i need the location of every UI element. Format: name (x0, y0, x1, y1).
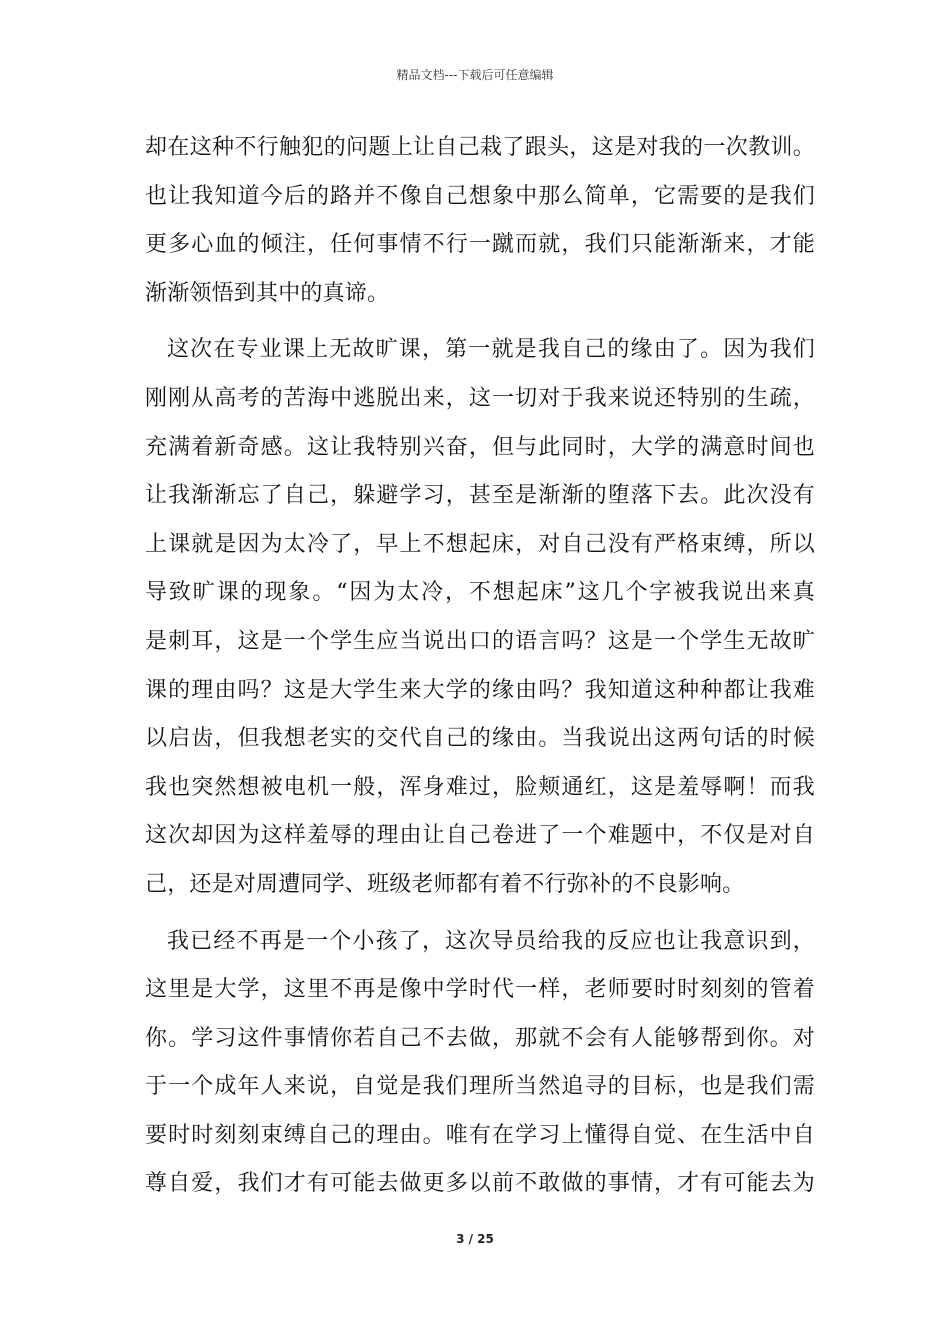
document-body (145, 124, 815, 1209)
paragraph-3 (145, 918, 815, 1210)
text-line: 这次在专业课上无故旷课，第一就是我自己的缘由了。因为我们 (167, 337, 815, 363)
text-line: 充满着新奇感。这让我特别兴奋，但与此同时，大学的满意时间也 (145, 434, 815, 460)
text-line: 我已经不再是一个小孩了，这次导员给我的反应也让我意识到， (167, 928, 815, 954)
text-line: 更多心血的倾注，任何事情不行一蹴而就，我们只能渐渐来，才能 (145, 232, 815, 258)
paragraph-1 (145, 124, 815, 318)
text-line: 上课就是因为太冷了，早上不想起床，对自己没有严格束缚，所以 (145, 531, 815, 557)
text-line: 也让我知道今后的路并不像自己想象中那么简单，它需要的是我们 (145, 183, 815, 209)
text-line: 尊自爱，我们才有可能去做更多以前不敢做的事情，才有可能去为 (145, 1171, 815, 1197)
text-line: 你。学习这件事情你若自己不去做，那就不会有人能够帮到你。对 (145, 1025, 815, 1051)
text-line: 却在这种不行触犯的问题上让自己栽了跟头，这是对我的一次教训。 (145, 135, 815, 160)
text-line: 渐渐领悟到其中的真谛。 (145, 280, 390, 306)
text-line: 这里是大学，这里不再是像中学时代一样，老师要时时刻刻的管着 (145, 977, 815, 1003)
text-line: 导致旷课的现象。“因为太冷，不想起床”这几个字被我说出来真 (145, 580, 815, 606)
page-number: 3 / 25 (456, 1232, 494, 1246)
page-header: 精品文档---下载后可任意编辑 (396, 68, 554, 82)
text-line: 让我渐渐忘了自己，躲避学习，甚至是渐渐的堕落下去。此次没有 (145, 483, 815, 509)
text-line: 以启齿，但我想老实的交代自己的缘由。当我说出这两句话的时候 (145, 726, 815, 752)
text-line: 刚刚从高考的苦海中逃脱出来，这一切对于我来说还特别的生疏， (145, 385, 815, 411)
text-line: 己，还是对周遭同学、班级老师都有着不行弥补的不良影响。 (145, 871, 745, 897)
text-line: 课的理由吗？这是大学生来大学的缘由吗？我知道这种种都让我难 (145, 677, 815, 703)
text-line: 是刺耳，这是一个学生应当说出口的语言吗？这是一个学生无故旷 (145, 628, 815, 654)
paragraph-2 (145, 326, 815, 909)
text-line: 我也突然想被电机一般，浑身难过，脸颊通红，这是羞辱啊！而我 (145, 774, 815, 800)
text-line: 要时时刻刻束缚自己的理由。唯有在学习上懂得自觉、在生活中自 (145, 1122, 815, 1148)
text-line: 于一个成年人来说，自觉是我们理所当然追寻的目标，也是我们需 (145, 1074, 815, 1100)
text-line: 这次却因为这样羞辱的理由让自己卷进了一个难题中，不仅是对自 (145, 823, 815, 849)
